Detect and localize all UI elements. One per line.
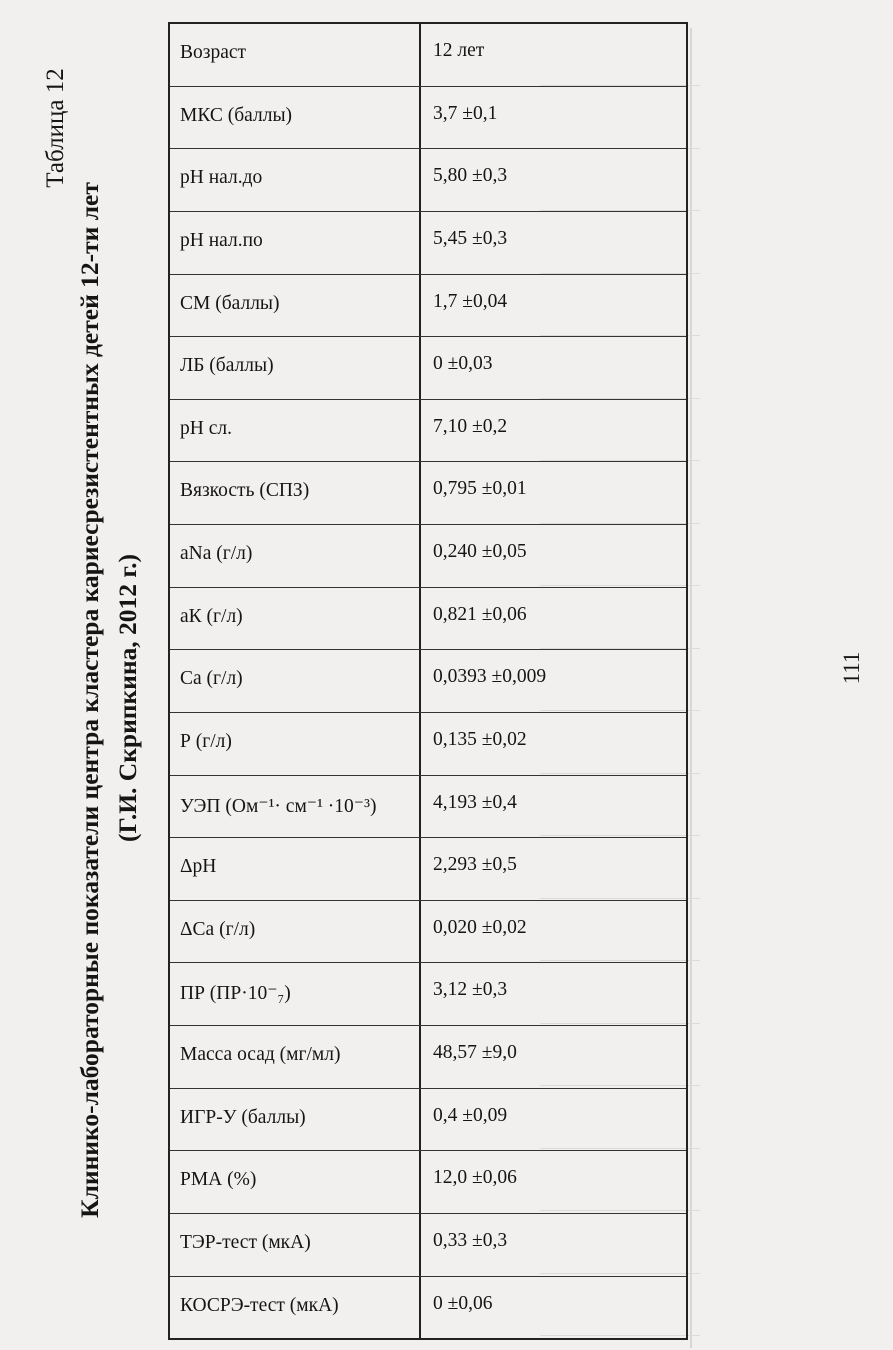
row-value: 5,45 ±0,3 [433,227,508,249]
row-label: ПР (ПР·10⁻₇) [170,963,421,1025]
row-label: аК (г/л) [170,588,421,650]
table-row [170,901,686,964]
row-label: аNa (г/л) [170,525,421,587]
table-row [170,1214,686,1277]
row-label: КОСРЭ-тест (мкА) [170,1277,421,1339]
table-subtitle: (Г.И. Скрипкина, 2012 г.) [113,554,142,842]
ghost-table-edge [690,28,892,1348]
table-row [170,650,686,713]
row-label: ΔCa (г/л) [170,901,421,963]
row-value: 0 ±0,03 [433,353,493,375]
row-label: ТЭР-тест (мкА) [170,1214,421,1276]
row-label: ЛБ (баллы) [170,337,421,399]
row-label: ИГР-У (баллы) [170,1089,421,1151]
row-value: 0,795 ±0,01 [433,478,527,500]
row-value: 0,33 ±0,3 [433,1229,508,1251]
row-value: 0,020 ±0,02 [433,916,527,938]
row-label: СМ (баллы) [170,275,421,337]
table-row [170,838,686,901]
row-value: 0,135 ±0,02 [433,728,527,750]
row-label: ΔpH [170,838,421,900]
row-value: 12,0 ±0,06 [433,1167,517,1189]
table-row [170,525,686,588]
row-label: Масса осад (мг/мл) [170,1026,421,1088]
row-value: 5,80 ±0,3 [433,165,508,187]
row-label: УЭП (Ом⁻¹· см⁻¹ ·10⁻³) [170,776,421,838]
table-row [170,1026,686,1089]
row-label: рН нал.до [170,149,421,211]
table-row [170,275,686,338]
row-value: 7,10 ±0,2 [433,415,508,437]
row-label: Вязкость (СПЗ) [170,462,421,524]
table-row [170,1151,686,1214]
table-row [170,1089,686,1152]
table-row [170,713,686,776]
row-value: 0,821 ±0,06 [433,603,527,625]
table-number: Таблица 12 [42,68,69,188]
table-row [170,337,686,400]
row-value: 3,7 ±0,1 [433,102,498,124]
table-row [170,963,686,1026]
row-label: Р (г/л) [170,713,421,775]
row-label: МКС (баллы) [170,87,421,149]
table-title: Клинико-лабораторные показатели центра кластера кариесрезистентных детей 12-ти лет [75,182,104,1218]
row-label: РМА (%) [170,1151,421,1213]
row-value: 0,240 ±0,05 [433,541,527,562]
table-row [170,588,686,651]
table-row [170,24,686,87]
table-row [170,400,686,463]
row-value: 0,4 ±0,09 [433,1104,508,1126]
row-label: Возраст [170,24,421,86]
row-value: 1,7 ±0,04 [433,290,508,312]
table-row [170,149,686,212]
table-row [170,87,686,150]
row-value: 0,0393 ±0,009 [433,666,547,688]
page-number: 111 [839,651,864,685]
row-value: 48,57 ±9,0 [433,1042,517,1063]
table-row [170,1277,686,1339]
table-row [170,776,686,839]
table-row [170,462,686,525]
row-value: 12 лет [433,40,485,61]
data-table [168,22,688,1340]
row-label: Са (г/л) [170,650,421,712]
row-value: 4,193 ±0,4 [433,791,517,813]
row-label: рН сл. [170,400,421,462]
row-label: рН нал.по [170,212,421,274]
table-row [170,212,686,275]
row-value: 2,293 ±0,5 [433,854,517,876]
row-value: 3,12 ±0,3 [433,979,508,1001]
row-value: 0 ±0,06 [433,1292,493,1314]
